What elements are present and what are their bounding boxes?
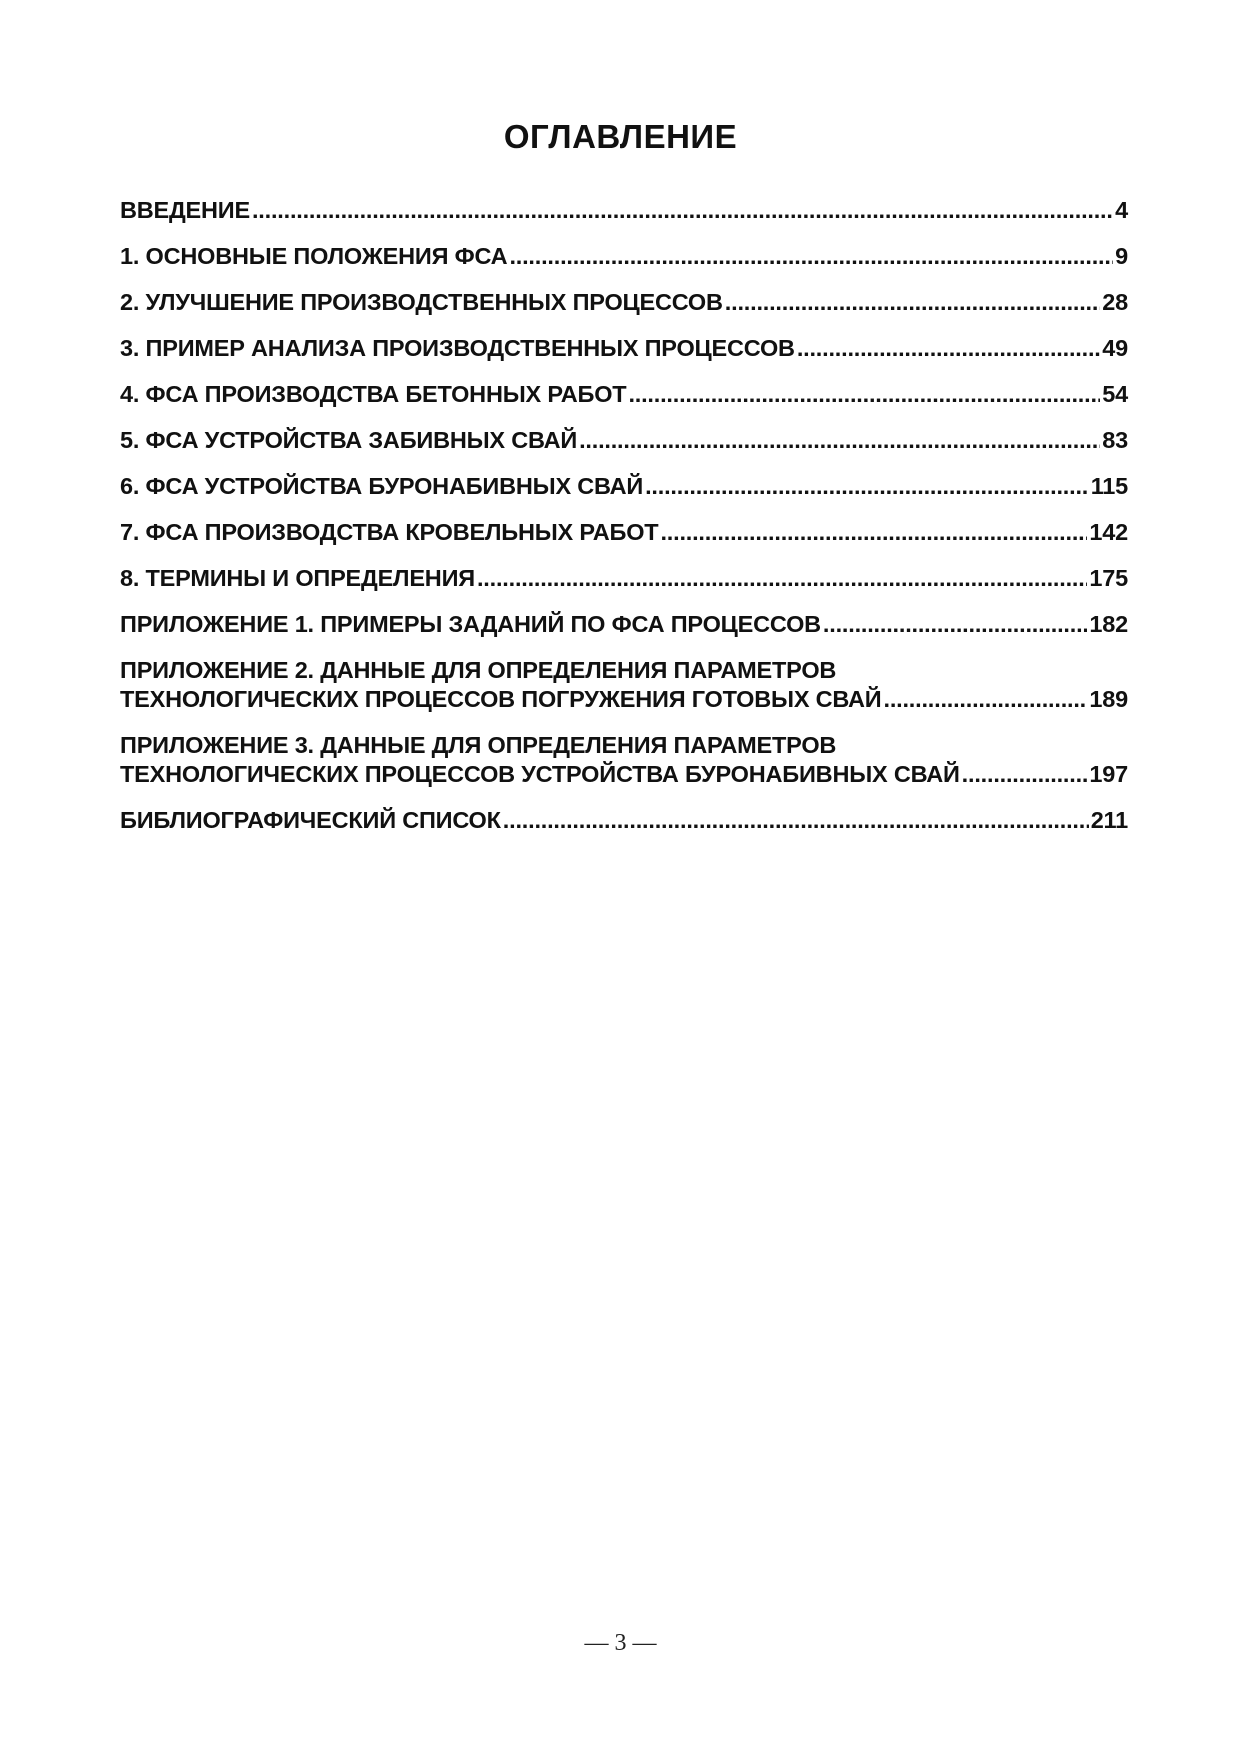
toc-title: ОГЛАВЛЕНИЕ xyxy=(503,118,738,155)
toc-entry-text: ТЕХНОЛОГИЧЕСКИХ ПРОЦЕССОВ ПОГРУЖЕНИЯ ГОТОВЫХ СВАЙ xyxy=(120,686,882,712)
toc-entry-text: 5. ФСА УСТРОЙСТВА ЗАБИВНЫХ СВАЙ xyxy=(120,427,578,453)
toc-entry-line xyxy=(120,288,1128,317)
toc-entry-text: 7. ФСА ПРОИЗВОДСТВА КРОВЕЛЬНЫХ РАБОТ xyxy=(120,519,659,545)
dot-leader xyxy=(628,380,1100,409)
toc-entry[interactable] xyxy=(120,518,1128,547)
toc-page-number: 9 xyxy=(1115,243,1128,269)
dot-leader xyxy=(509,242,1113,271)
toc-entry[interactable] xyxy=(120,334,1128,363)
dot-leader xyxy=(725,288,1100,317)
toc-entry-text: ПРИЛОЖЕНИЕ 3. ДАННЫЕ ДЛЯ ОПРЕДЕЛЕНИЯ ПАРАМЕТРОВ xyxy=(120,732,837,758)
toc-entry-line xyxy=(120,196,1128,225)
toc-entry[interactable] xyxy=(120,656,1128,714)
toc-entry-text: ПРИЛОЖЕНИЕ 2. ДАННЫЕ ДЛЯ ОПРЕДЕЛЕНИЯ ПАРАМЕТРОВ xyxy=(120,657,837,683)
toc-entry-text: БИБЛИОГРАФИЧЕСКИЙ СПИСОК xyxy=(120,807,501,833)
toc-entry-line xyxy=(120,760,1128,789)
toc-entry[interactable] xyxy=(120,196,1128,225)
toc-page-number: 4 xyxy=(1115,197,1128,223)
dot-leader xyxy=(962,760,1088,789)
toc-entry[interactable] xyxy=(120,472,1128,501)
toc-entry[interactable] xyxy=(120,806,1128,835)
page-number: — 3 — xyxy=(584,1630,657,1656)
toc-entry[interactable] xyxy=(120,426,1128,455)
toc-page-number: 54 xyxy=(1102,381,1128,407)
toc-entry-line xyxy=(120,426,1128,455)
toc-entry-line xyxy=(120,685,1128,714)
dot-leader xyxy=(660,518,1087,547)
dot-leader xyxy=(252,196,1113,225)
toc-page-number: 115 xyxy=(1090,473,1128,499)
toc-page-number: 197 xyxy=(1089,761,1128,787)
toc-entry-line xyxy=(120,518,1128,547)
toc-entry-text: 1. ОСНОВНЫЕ ПОЛОЖЕНИЯ ФСА xyxy=(120,243,508,269)
toc-page-number: 83 xyxy=(1102,427,1128,453)
toc-entry-text: ВВЕДЕНИЕ xyxy=(120,197,250,223)
toc-entry-line xyxy=(120,380,1128,409)
toc-entry-line xyxy=(120,806,1128,835)
toc-entry-text: 4. ФСА ПРОИЗВОДСТВА БЕТОННЫХ РАБОТ xyxy=(120,381,627,407)
dot-leader xyxy=(477,564,1087,593)
toc-entry-line xyxy=(120,242,1128,271)
toc-page-number: 182 xyxy=(1089,611,1128,637)
toc-page-number: 49 xyxy=(1102,335,1128,361)
toc-page-number: 28 xyxy=(1102,289,1128,315)
toc-entry[interactable] xyxy=(120,242,1128,271)
dot-leader xyxy=(645,472,1089,501)
toc-entry-text: 2. УЛУЧШЕНИЕ ПРОИЗВОДСТВЕННЫХ ПРОЦЕССОВ xyxy=(120,289,723,315)
toc-entry[interactable] xyxy=(120,380,1128,409)
toc-entry-text: 8. ТЕРМИНЫ И ОПРЕДЕЛЕНИЯ xyxy=(120,565,475,591)
toc-entry[interactable] xyxy=(120,288,1128,317)
toc-entry[interactable] xyxy=(120,564,1128,593)
toc-entry[interactable] xyxy=(120,731,1128,789)
toc-entry[interactable] xyxy=(120,610,1128,639)
toc-entry-text: 3. ПРИМЕР АНАЛИЗА ПРОИЗВОДСТВЕННЫХ ПРОЦЕССОВ xyxy=(120,335,795,361)
toc-entry-line xyxy=(120,564,1128,593)
toc-list xyxy=(120,196,1128,852)
toc-page-number: 189 xyxy=(1089,686,1128,712)
dot-leader xyxy=(579,426,1100,455)
dot-leader xyxy=(797,334,1100,363)
toc-entry-text: ТЕХНОЛОГИЧЕСКИХ ПРОЦЕССОВ УСТРОЙСТВА БУРОНАБИВНЫХ СВАЙ xyxy=(120,761,960,787)
toc-entry-line xyxy=(120,334,1128,363)
toc-entry-text: 6. ФСА УСТРОЙСТВА БУРОНАБИВНЫХ СВАЙ xyxy=(120,473,644,499)
dot-leader xyxy=(503,806,1089,835)
toc-entry-line xyxy=(120,610,1128,639)
toc-page-number: 142 xyxy=(1089,519,1128,545)
toc-page-number: 211 xyxy=(1090,807,1128,833)
dot-leader xyxy=(823,610,1087,639)
dot-leader xyxy=(883,685,1087,714)
toc-entry-text: ПРИЛОЖЕНИЕ 1. ПРИМЕРЫ ЗАДАНИЙ ПО ФСА ПРОЦЕССОВ xyxy=(120,611,821,637)
toc-page-number: 175 xyxy=(1089,565,1128,591)
toc-entry-line xyxy=(120,472,1128,501)
